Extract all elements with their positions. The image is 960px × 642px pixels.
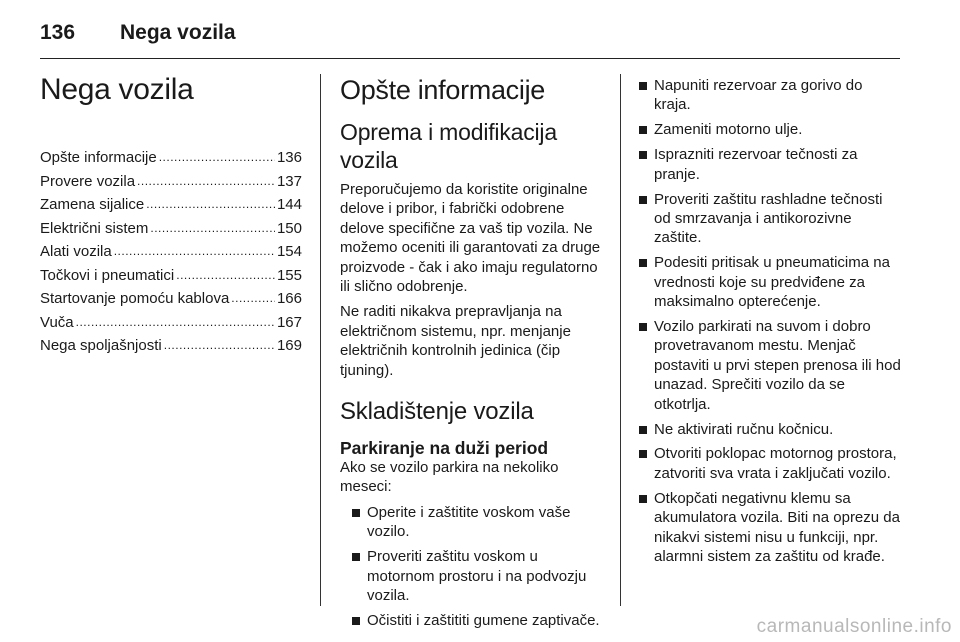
- toc-item[interactable]: [40, 193, 302, 217]
- toc-column: [40, 70, 302, 358]
- toc-item[interactable]: [40, 311, 302, 335]
- paragraph-equipment-2: Ne raditi nikakva prepravljanja na električnom sistemu, npr. menjanje električnih kontrolnih jedinica (čip tjuning).: [340, 303, 571, 379]
- list-item: Proveriti zaštitu voskom u motornom prostoru i na podvozju vozila.: [351, 547, 604, 605]
- bullet-square-icon: [639, 126, 647, 134]
- toc-item-page: 137: [276, 172, 302, 190]
- toc-leader: [114, 240, 275, 264]
- toc-item-title: Provere vozila: [40, 172, 136, 190]
- list-item: Otvoriti poklopac motornog prostora, zatvoriti sva vrata i zaključati vozilo.: [638, 444, 903, 483]
- list-item: Proveriti zaštitu rashladne tečnosti od smrzavanja i antikorozivne zaštite.: [638, 190, 903, 248]
- bullet-square-icon: [639, 151, 647, 159]
- toc-item[interactable]: [40, 146, 302, 170]
- list-item: Ne aktivirati ručnu kočnicu.: [638, 420, 903, 439]
- paragraph-equipment-1: Preporučujemo da koristite originalne delove i pribor, i fabrički odobrene delove specifične za vaš tip vozila. Ne možemo oceniti ili garantovati za druge proizvode - čak i ako imaju regulatorno ili slično odobrenje.: [340, 181, 601, 296]
- column-divider-left: [320, 74, 321, 606]
- subsection-title-parking: Parkiranje na duži period: [340, 438, 549, 459]
- list-item: Operite i zaštitite voskom vaše vozilo.: [351, 503, 604, 542]
- toc-list: [40, 146, 302, 358]
- bullet-square-icon: [639, 495, 647, 503]
- subsection-title-equipment: Oprema i modifikacija vozila: [340, 119, 557, 173]
- toc-item-title: Vuča: [40, 313, 74, 331]
- toc-item-title: Zamena sijalice: [40, 196, 145, 213]
- header-divider: [40, 58, 900, 59]
- toc-leader: [176, 264, 275, 288]
- bullet-square-icon: [639, 196, 647, 204]
- bullet-square-icon: [639, 323, 647, 331]
- list-item: Isprazniti rezervoar tečnosti za pranje.: [638, 145, 903, 184]
- toc-item-title: Opšte informacije: [40, 149, 157, 166]
- toc-item-page: 155: [276, 266, 302, 284]
- toc-item[interactable]: [40, 240, 302, 264]
- page-number: 136: [40, 21, 76, 44]
- toc-item[interactable]: [40, 334, 302, 358]
- toc-item-page: 136: [276, 149, 302, 166]
- subsection-title-storage: Skladištenje vozila: [340, 398, 534, 426]
- toc-item-page: 169: [276, 337, 302, 354]
- parking-bullet-list: [351, 503, 604, 630]
- content-column-right: [638, 76, 903, 572]
- list-item: Napuniti rezervoar za gorivo do kraja.: [638, 76, 903, 115]
- toc-leader: [137, 170, 275, 194]
- toc-item[interactable]: [40, 287, 302, 311]
- toc-item[interactable]: [40, 217, 302, 241]
- toc-item-page: 154: [276, 243, 302, 260]
- toc-item-page: 166: [276, 290, 302, 307]
- list-item: Zameniti motorno ulje.: [638, 120, 903, 139]
- toc-leader: [146, 193, 275, 217]
- toc-item-title: Električni sistem: [40, 219, 149, 237]
- bullet-square-icon: [639, 82, 647, 90]
- list-item: Podesiti pritisak u pneumaticima na vrednosti koje su predviđene za maksimalno opterećenje.: [638, 253, 903, 311]
- toc-leader: [159, 146, 275, 170]
- page-header: [40, 14, 900, 58]
- bullet-square-icon: [639, 450, 647, 458]
- toc-item[interactable]: [40, 170, 302, 194]
- bullet-square-icon: [639, 259, 647, 267]
- toc-item-title: Točkovi i pneumatici: [40, 266, 175, 284]
- toc-item-page: 144: [276, 196, 302, 213]
- toc-leader: [76, 311, 275, 335]
- bullet-square-icon: [352, 617, 360, 625]
- bullet-square-icon: [352, 509, 360, 517]
- toc-item-title: Alati vozila: [40, 243, 112, 260]
- section-heading: Opšte informacije: [340, 75, 545, 105]
- toc-leader: [164, 334, 275, 358]
- list-item: Otkopčati negativnu klemu sa akumulatora vozila. Biti na oprezu da nikakvi sistemi nisu u funkciji, npr. alarmni sistem za zaštitu od krađe.: [638, 489, 903, 567]
- column-divider-right: [620, 74, 621, 606]
- toc-item[interactable]: [40, 264, 302, 288]
- watermark[interactable]: carmanualsonline.info: [756, 616, 952, 637]
- chapter-title: Nega vozila: [40, 73, 194, 106]
- storage-bullet-list: [638, 76, 903, 566]
- content-column-middle: [340, 70, 604, 636]
- header-title: Nega vozila: [120, 21, 236, 44]
- list-item: Vozilo parkirati na suvom i dobro provetravanom mestu. Menjač postaviti u prvi stepen prenosa ili hod unazad. Sprečiti vozilo da se otkotrlja.: [638, 317, 903, 414]
- bullet-square-icon: [639, 426, 647, 434]
- toc-leader: [150, 217, 275, 241]
- paragraph-parking-intro: Ako se vozilo parkira na nekoliko meseci:: [340, 459, 559, 496]
- toc-item-title: Startovanje pomoću kablova: [40, 290, 230, 307]
- list-item: Očistiti i zaštititi gumene zaptivače.: [351, 611, 604, 630]
- toc-item-page: 150: [276, 219, 302, 237]
- toc-leader: [231, 287, 275, 311]
- toc-item-page: 167: [276, 313, 302, 331]
- bullet-square-icon: [352, 553, 360, 561]
- toc-item-title: Nega spoljašnjosti: [40, 337, 162, 354]
